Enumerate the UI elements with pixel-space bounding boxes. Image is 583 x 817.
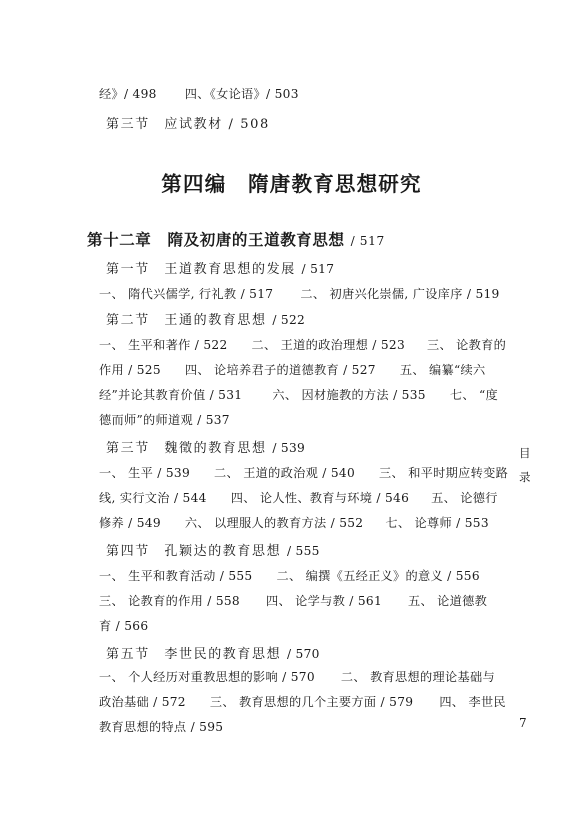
section-title: 第四节 孔颖达的教育思想 bbox=[106, 544, 282, 559]
toc-entry: 二、 王道的政治理想 / 523 bbox=[251, 338, 405, 352]
toc-entry-line bbox=[99, 85, 299, 102]
chapter-title: 第十二章 隋及初唐的王道教育思想 bbox=[87, 230, 345, 249]
section-title: 第五节 李世民的教育思想 bbox=[106, 647, 282, 662]
toc-entry: 教育思想的特点 / 595 bbox=[99, 720, 224, 734]
toc-entry: 二、 初唐兴化崇儒, 广设庠序 / 519 bbox=[300, 287, 500, 301]
toc-entry: 七、 “度 bbox=[449, 388, 499, 402]
section-heading bbox=[106, 540, 320, 559]
toc-entry: 线, 实行文治 / 544 bbox=[99, 491, 207, 505]
margin-label-lu: 录 bbox=[519, 470, 531, 484]
section-page-number: / 555 bbox=[286, 544, 320, 558]
section-title: 第三节 魏徵的教育思想 bbox=[106, 441, 267, 456]
section-heading bbox=[106, 309, 305, 328]
toc-entry: 二、 王道的政治观 / 540 bbox=[214, 466, 356, 480]
toc-entry: 六、 以理服人的教育方法 / 552 bbox=[184, 516, 364, 530]
section-page-number: / 539 bbox=[272, 441, 306, 455]
toc-entry: 五、 论道德教 bbox=[408, 594, 488, 608]
margin-label-mu: 目 bbox=[519, 446, 531, 460]
toc-entry: 四、 李世民 bbox=[439, 695, 506, 709]
section-title: 第二节 王通的教育思想 bbox=[106, 313, 267, 328]
toc-entry-line bbox=[99, 361, 486, 378]
page-number: 7 bbox=[519, 716, 527, 730]
section-heading bbox=[106, 643, 320, 662]
section-title: 第三节 应试教材 / 508 bbox=[106, 117, 270, 132]
toc-entry: 三、 和平时期应转变路 bbox=[379, 466, 509, 480]
toc-entry-line bbox=[99, 489, 498, 506]
chapter-heading bbox=[87, 228, 385, 250]
toc-entry: 四、 论学与教 / 561 bbox=[266, 594, 383, 608]
toc-entry-line bbox=[99, 617, 148, 634]
toc-entry: 德而师”的师道观 / 537 bbox=[99, 413, 230, 427]
toc-entry: 政治基础 / 572 bbox=[99, 695, 186, 709]
part-title: 第四编 隋唐教育思想研究 bbox=[161, 172, 422, 196]
section-heading bbox=[106, 258, 334, 277]
toc-entry-line bbox=[99, 718, 223, 735]
toc-entry-line bbox=[99, 567, 480, 584]
toc-entry-line bbox=[99, 514, 489, 531]
toc-entry: 一、 生平和教育活动 / 555 bbox=[99, 569, 253, 583]
toc-entry: 修养 / 549 bbox=[99, 516, 161, 530]
toc-entry: 二、 编撰《五经正义》的意义 / 556 bbox=[276, 569, 480, 583]
toc-entry: 三、 论教育的作用 / 558 bbox=[99, 594, 240, 608]
toc-entry-line bbox=[99, 668, 495, 685]
toc-entry: 育 / 566 bbox=[99, 619, 149, 633]
toc-entry: 四、 论人性、教育与环境 / 546 bbox=[230, 491, 410, 505]
toc-entry: 七、 论尊师 / 553 bbox=[385, 516, 489, 530]
toc-entry-line bbox=[99, 693, 506, 710]
toc-entry: 六、 因材施教的方法 / 535 bbox=[272, 388, 426, 402]
toc-entry: 经”并论其教育价值 / 531 bbox=[99, 388, 243, 402]
toc-entry: 一、 隋代兴儒学, 行礼教 / 517 bbox=[99, 287, 274, 301]
toc-entry-line bbox=[99, 285, 500, 302]
toc-entry: 四、《女论语》/ 503 bbox=[184, 87, 299, 101]
toc-entry-line bbox=[99, 411, 230, 428]
toc-entry: 二、 教育思想的理论基础与 bbox=[340, 670, 495, 684]
section-page-number: / 517 bbox=[301, 262, 335, 276]
toc-entry-line bbox=[99, 464, 508, 481]
toc-entry: 一、 生平 / 539 bbox=[99, 466, 191, 480]
toc-entry: 一、 生平和著作 / 522 bbox=[99, 338, 228, 352]
chapter-page-number: / 517 bbox=[350, 234, 385, 248]
section-title: 第一节 王道教育思想的发展 bbox=[106, 262, 296, 277]
toc-entry: 四、 论培养君子的道德教育 / 527 bbox=[184, 363, 376, 377]
toc-entry: 三、 论教育的 bbox=[427, 338, 507, 352]
toc-entry-line bbox=[99, 336, 506, 353]
toc-entry-line bbox=[99, 592, 487, 609]
section-page-number: / 570 bbox=[286, 647, 320, 661]
toc-entry: 三、 教育思想的几个主要方面 / 579 bbox=[209, 695, 414, 709]
toc-entry: 经》/ 498 bbox=[99, 87, 157, 101]
section-heading bbox=[106, 113, 270, 132]
section-page-number: / 522 bbox=[272, 313, 306, 327]
section-heading bbox=[106, 437, 305, 456]
toc-entry: 五、 编纂“续六 bbox=[399, 363, 486, 377]
toc-entry: 作用 / 525 bbox=[99, 363, 161, 377]
toc-entry-line bbox=[99, 386, 498, 403]
toc-entry: 一、 个人经历对重教思想的影响 / 570 bbox=[99, 670, 315, 684]
toc-entry: 五、 论德行 bbox=[431, 491, 498, 505]
